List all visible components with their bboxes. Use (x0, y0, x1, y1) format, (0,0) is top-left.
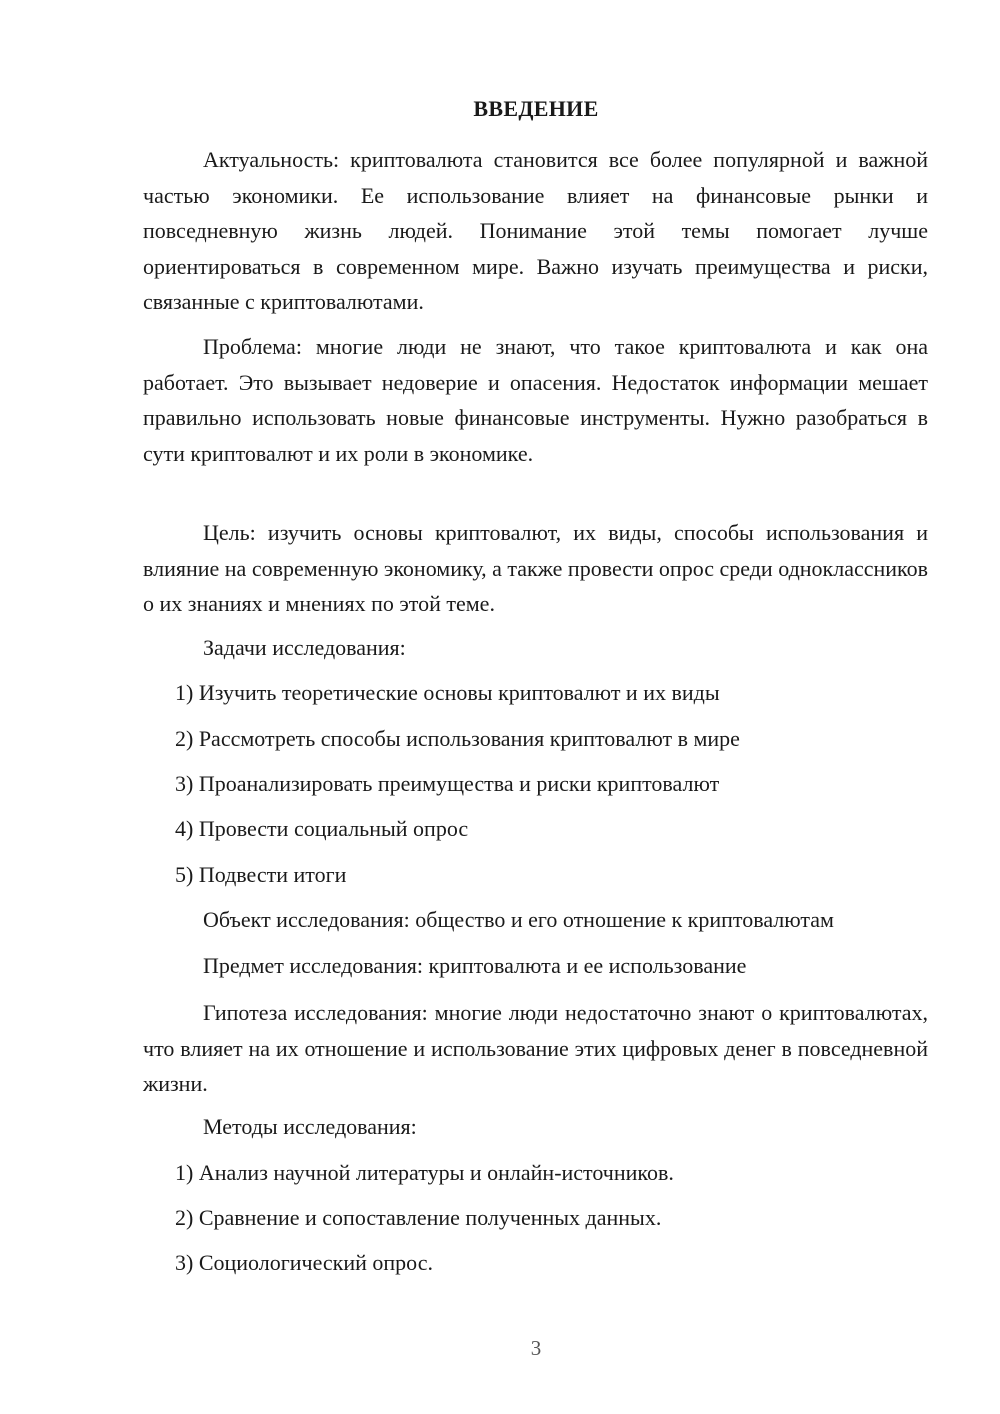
task-item: 2) Рассмотреть способы использования криптовалют в мире (175, 726, 740, 751)
problem-paragraph: Проблема: многие люди не знают, что такое криптовалюта и как она работает. Это вызывает недоверие и опасения. Недостаток информации мешает правильно использовать новые финансовые инструменты. Нужно разобраться в сути криптовалют и их роли в экономике. (143, 334, 928, 466)
hypothesis-paragraph: Гипотеза исследования: многие люди недостаточно знают о криптовалютах, что влияет на их отношение и использование этих цифровых денег в повседневной жизни. (143, 1000, 928, 1096)
research-subject: Предмет исследования: криптовалюта и ее использование (203, 953, 747, 978)
task-item: 1) Изучить теоретические основы криптовалют и их виды (175, 680, 720, 705)
method-item: 3) Социологический опрос. (175, 1250, 433, 1275)
method-item: 1) Анализ научной литературы и онлайн-источников. (175, 1160, 674, 1185)
page-number: 3 (530, 1336, 542, 1360)
section-title: ВВЕДЕНИЕ (473, 96, 599, 121)
task-item: 3) Проанализировать преимущества и риски криптовалют (175, 771, 720, 796)
goal-paragraph: Цель: изучить основы криптовалют, их виды, способы использования и влияние на современную экономику, а также провести опрос среди одноклассников о их знаниях и мнениях по этой теме. (143, 520, 929, 616)
method-item: 2) Сравнение и сопоставление полученных данных. (175, 1205, 662, 1230)
task-item: 5) Подвести итоги (175, 862, 347, 887)
methods-heading: Методы исследования: (203, 1114, 417, 1139)
relevance-paragraph: Актуальность: криптовалюта становится все более популярной и важной частью экономики. Ее использование влияет на финансовые рынки и повседневную жизнь людей. Понимание этой темы помогает лучше ориентироваться в современном мире. Важно изучать преимущества и риски, связанные с криптовалютами. (143, 147, 928, 314)
task-item: 4) Провести социальный опрос (175, 816, 469, 841)
research-object: Объект исследования: общество и его отношение к криптовалютам (203, 907, 834, 932)
tasks-heading: Задачи исследования: (203, 635, 406, 660)
